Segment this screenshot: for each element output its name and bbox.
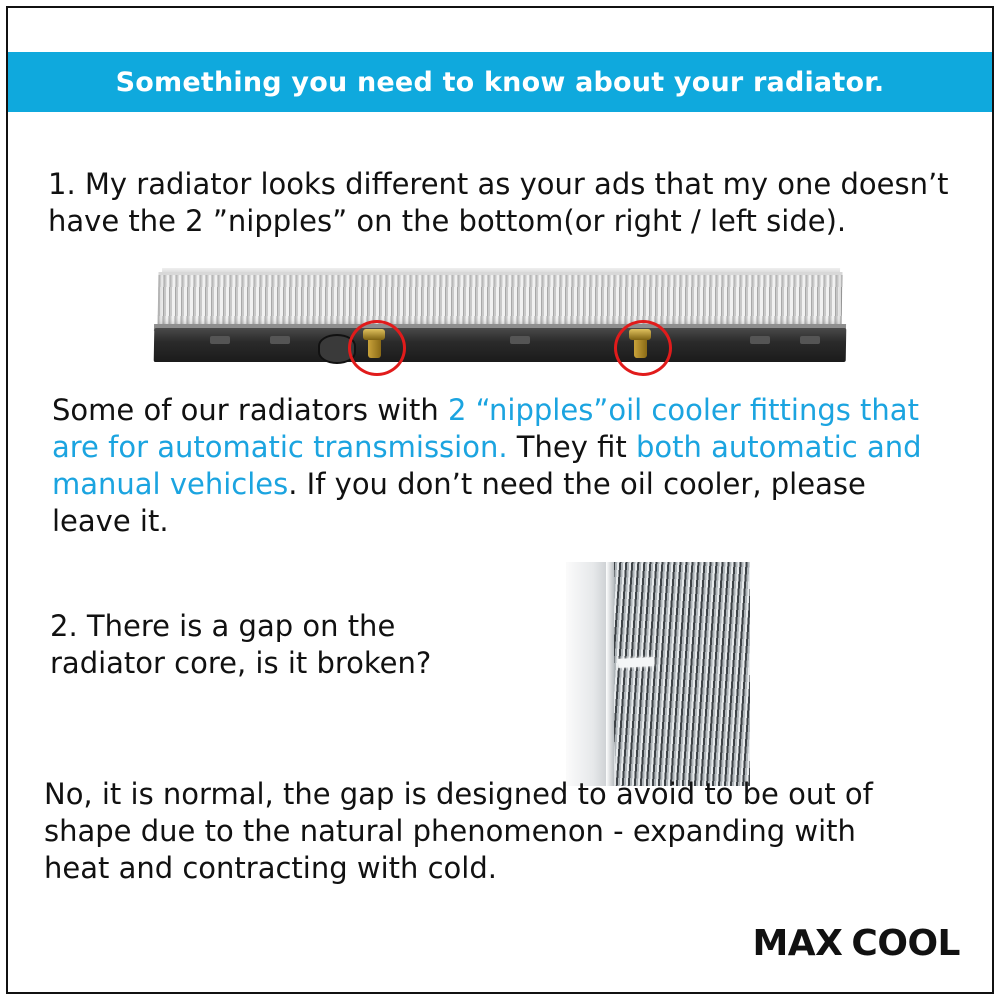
answer-1-highlight-1: 2 “nipples”oil cooler fittings that are for automatic transmission. — [52, 393, 919, 465]
radiator-bottom-tank — [154, 328, 847, 362]
answer-2-text: No, it is normal, the gap is designed to avoid to be out of shape due to the natural phenomenon - expanding with heat and contracting with cold. — [44, 777, 873, 886]
answer-1-part-2: They fit — [507, 430, 636, 465]
red-circle-annotation-left — [348, 320, 406, 376]
radiator-side-edge — [606, 562, 614, 786]
radiator-bottom-tank-image — [150, 272, 850, 372]
page-title: Something you need to know about your radiator. — [115, 66, 885, 98]
radiator-mount-bracket — [750, 336, 770, 344]
header-banner — [8, 52, 992, 112]
brand-name-part-2: COOL — [851, 923, 960, 964]
question-2-text: 2. There is a gap on the radiator core, is it broken? — [50, 609, 432, 681]
radiator-mount-bracket — [800, 336, 820, 344]
brand-logo — [752, 923, 960, 964]
radiator-mount-bracket — [210, 336, 230, 344]
brand-name-part-1: MAX — [752, 923, 843, 964]
radiator-mount-bracket — [510, 336, 530, 344]
answer-1-part-1: Some of our radiators with — [52, 393, 448, 427]
radiator-mount-bracket — [270, 336, 290, 344]
answer-1-part-3: . If you don’t need the oil cooler, please leave it. — [52, 467, 866, 539]
question-1-text: 1. My radiator looks different as your ads that my one doesn’t have the 2 ”nipples” on the bottom(or right / left side). — [48, 167, 949, 239]
radiator-fin-stack — [608, 562, 750, 786]
red-circle-annotation-right — [614, 320, 672, 376]
radiator-core-gap-marker — [618, 657, 654, 668]
radiator-core-fins — [157, 272, 842, 331]
radiator-core-gap-image — [566, 562, 750, 786]
answer-1-text — [52, 392, 932, 540]
answer-1-highlight-2: both automatic and manual vehicles — [52, 430, 922, 502]
